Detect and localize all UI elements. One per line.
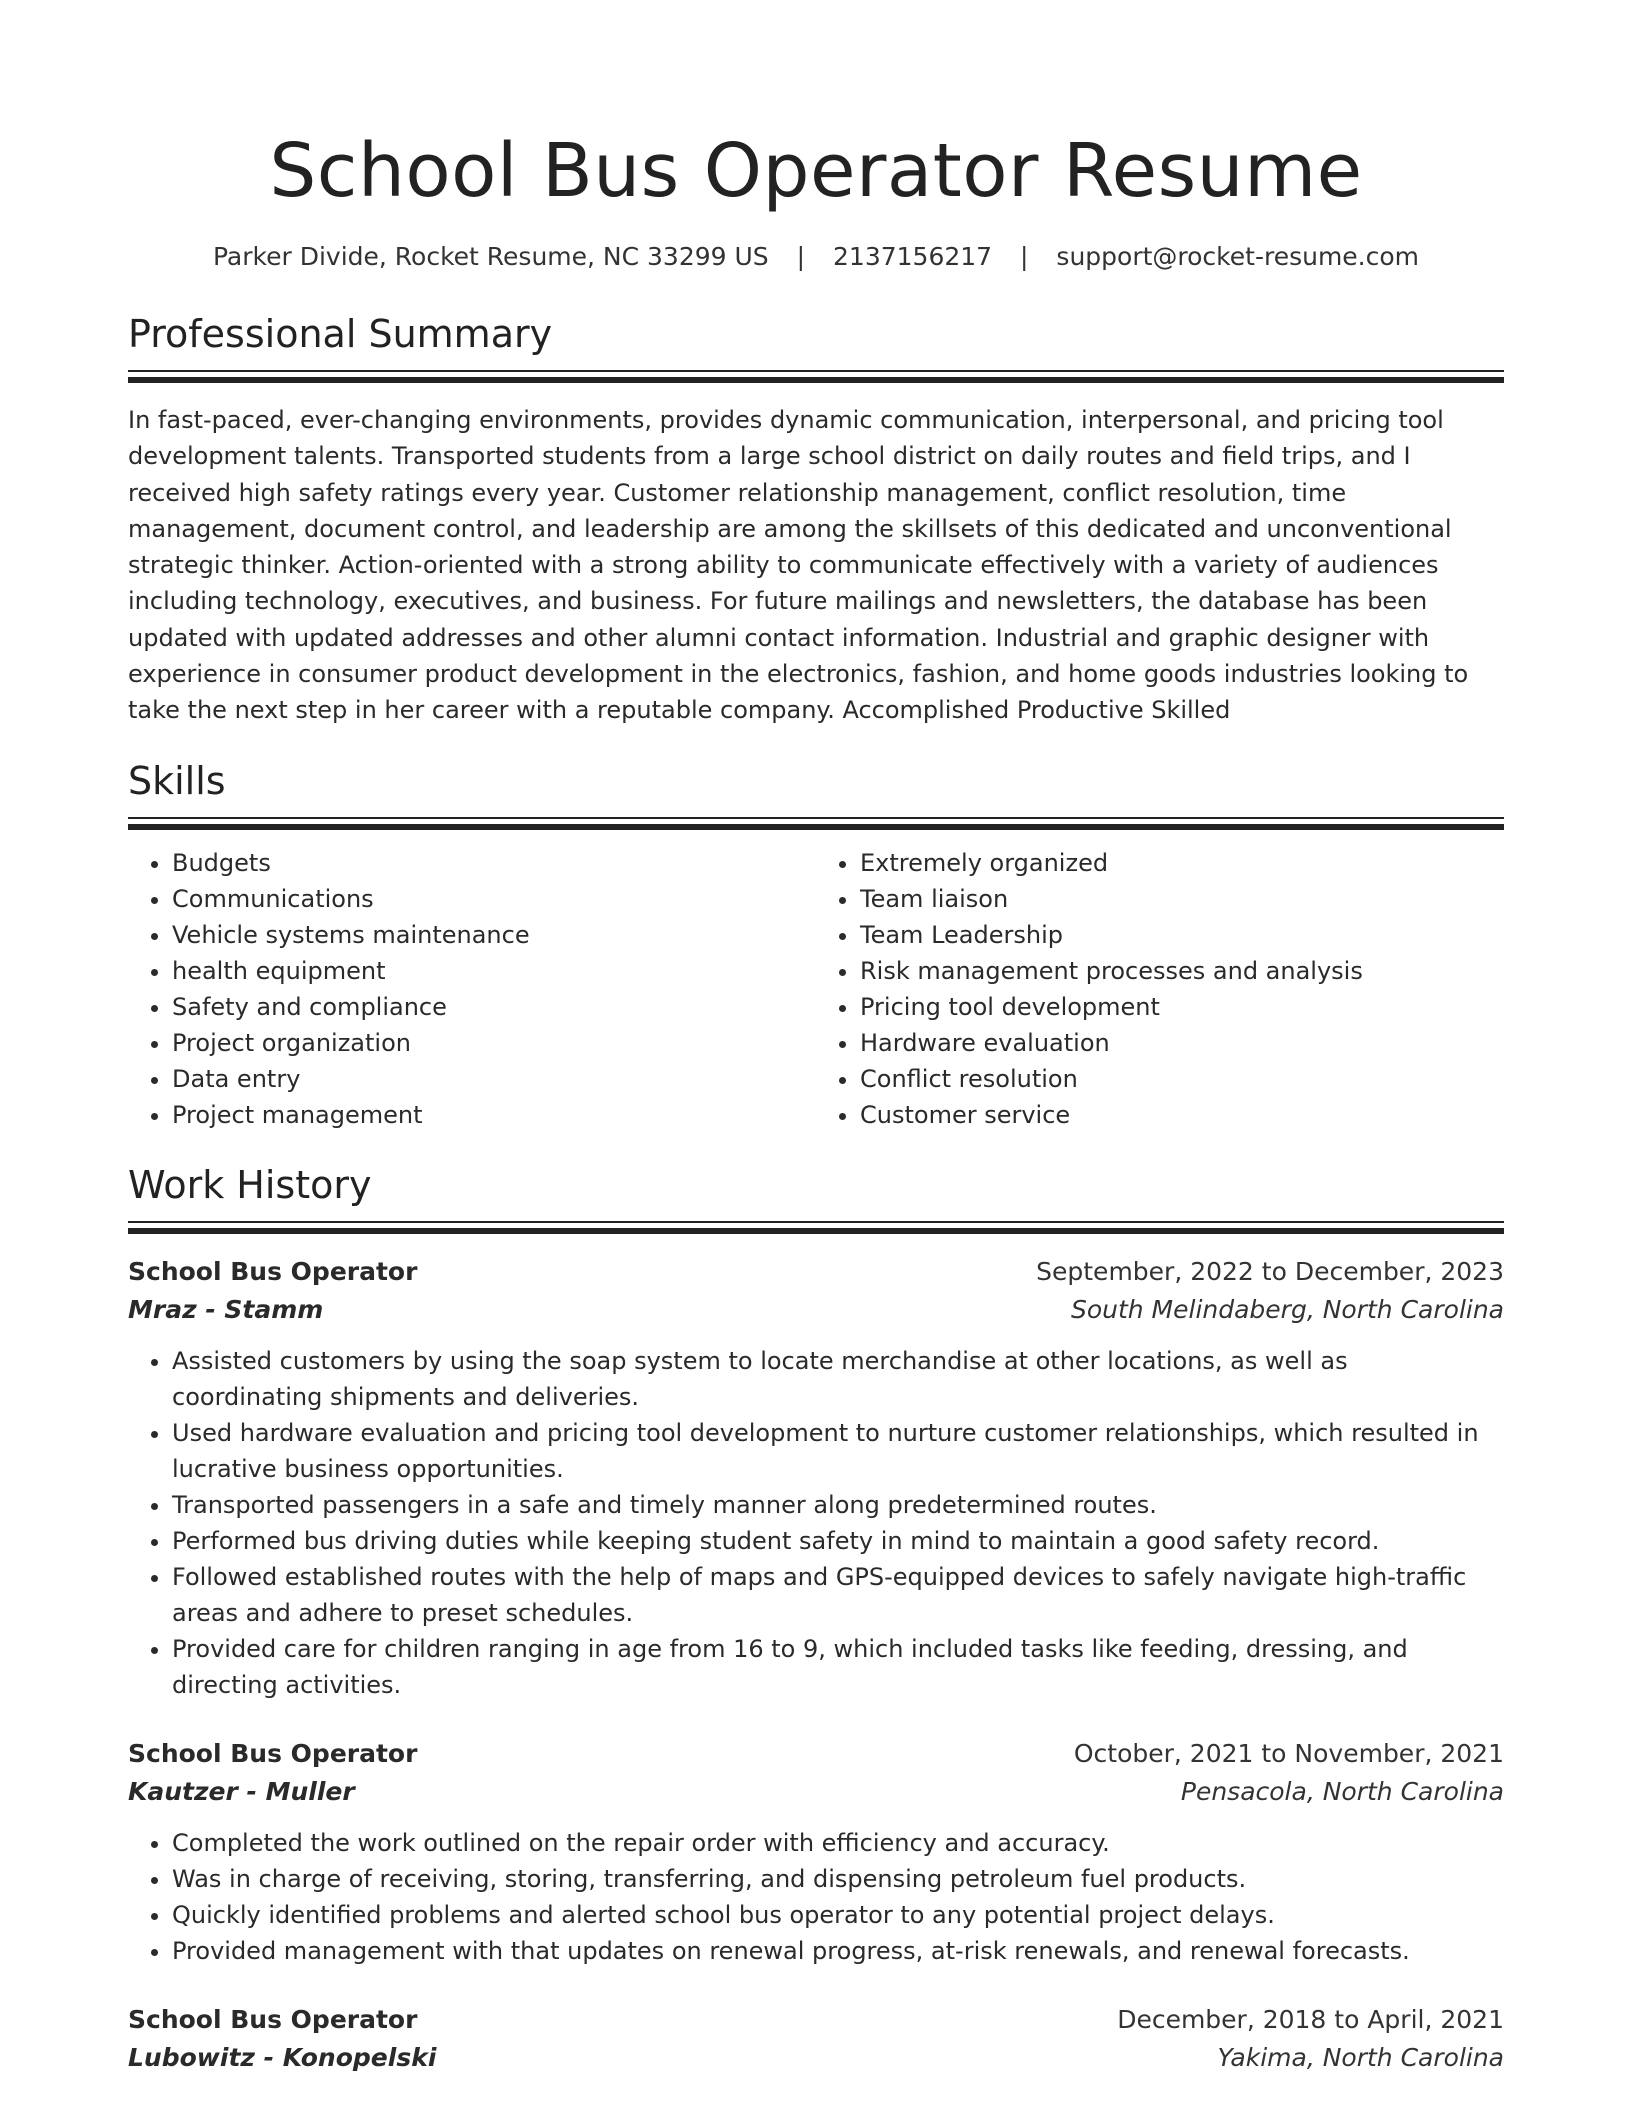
job-entry xyxy=(128,1253,1504,1703)
job-dates: October, 2021 to November, 2021 xyxy=(1073,1738,1504,1768)
job-location: Yakima, North Carolina xyxy=(1217,2042,1504,2072)
contact-address: Parker Divide, Rocket Resume, NC 33299 US xyxy=(212,242,769,271)
job-company: Kautzer - Muller xyxy=(128,1776,355,1806)
contact-separator: | xyxy=(1020,242,1029,271)
job-location: Pensacola, North Carolina xyxy=(1180,1776,1504,1806)
skill-item: • health equipment xyxy=(172,953,816,989)
resume-page xyxy=(128,0,1504,2077)
job-dates: September, 2022 to December, 2023 xyxy=(1036,1256,1504,1286)
contact-separator: | xyxy=(796,242,806,271)
job-title: School Bus Operator xyxy=(128,1256,418,1286)
skills-column-left xyxy=(128,845,816,1133)
skills-list xyxy=(128,845,1504,1133)
job-title: School Bus Operator xyxy=(128,2004,418,2034)
job-entry xyxy=(128,2001,1504,2077)
work-history-heading: Work History xyxy=(128,1162,372,1207)
skills-section xyxy=(128,757,1504,1133)
job-company: Mraz - Stamm xyxy=(128,1294,324,1324)
skill-item: • Data entry xyxy=(172,1061,816,1097)
contact-email: support@rocket-resume.com xyxy=(1056,242,1420,271)
job-title: School Bus Operator xyxy=(128,1738,418,1768)
skill-item: • Team liaison xyxy=(860,881,1504,917)
job-bullets xyxy=(128,1343,1504,1703)
job-bullet: • Followed established routes with the help of maps and GPS-equipped devices to safely navigate high-traffic areas and adhere to preset schedules. xyxy=(172,1559,1504,1631)
skill-item: • Budgets xyxy=(172,845,816,881)
contact-line xyxy=(128,240,1504,274)
summary-heading: Professional Summary xyxy=(128,312,553,356)
job-bullets xyxy=(128,1825,1504,1969)
summary-text: In fast-paced, ever-changing environments, provides dynamic communication, interpersonal, and pricing tool development talents. Transported students from a large school district on daily routes and field trips, and I received high safety ratings every year. Customer relationship management, conflict resolution, time management, document control, and leadership are among the skillsets of this dedicated and unconventional strategic thinker. Action-oriented with a strong ability to communicate effectively with a variety of audiences including technology, executives, and business. For future mailings and newsletters, the database has been updated with updated addresses and other alumni contact information. Industrial and graphic designer with experience in consumer product development in the electronics, fashion, and home goods industries looking to take the next step in her career with a reputable company. Accomplished Productive Skilled xyxy=(128,406,1469,725)
section-divider xyxy=(128,1221,1504,1235)
resume-title: School Bus Operator Resume xyxy=(269,128,1363,214)
work-history-section xyxy=(128,1161,1504,2077)
skill-item: • Customer service xyxy=(860,1097,1504,1133)
skill-item: • Hardware evaluation xyxy=(860,1025,1504,1061)
job-bullet: • Provided care for children ranging in age from 16 to 9, which included tasks like feeding, dressing, and directing activities. xyxy=(172,1631,1504,1703)
skill-item: • Project management xyxy=(172,1097,816,1133)
job-bullet: • Transported passengers in a safe and timely manner along predetermined routes. xyxy=(172,1487,1504,1523)
skill-item: • Pricing tool development xyxy=(860,989,1504,1025)
job-bullet: • Used hardware evaluation and pricing tool development to nurture customer relationships, which resulted in lucrative business opportunities. xyxy=(172,1415,1504,1487)
job-bullet: • Was in charge of receiving, storing, transferring, and dispensing petroleum fuel products. xyxy=(172,1861,1504,1897)
skill-item: • Project organization xyxy=(172,1025,816,1061)
job-bullet: • Provided management with that updates on renewal progress, at-risk renewals, and renewal forecasts. xyxy=(172,1933,1504,1969)
job-bullet: • Quickly identified problems and alerted school bus operator to any potential project delays. xyxy=(172,1897,1504,1933)
job-dates: December, 2018 to April, 2021 xyxy=(1117,2004,1504,2034)
skill-item: • Safety and compliance xyxy=(172,989,816,1025)
job-location: South Melindaberg, North Carolina xyxy=(1070,1294,1504,1324)
skill-item: • Conflict resolution xyxy=(860,1061,1504,1097)
job-bullet: • Completed the work outlined on the repair order with efficiency and accuracy. xyxy=(172,1825,1504,1861)
skills-column-right xyxy=(816,845,1504,1133)
job-company: Lubowitz - Konopelski xyxy=(128,2042,437,2072)
contact-phone: 2137156217 xyxy=(833,242,993,271)
section-divider xyxy=(128,817,1504,831)
skills-heading: Skills xyxy=(128,758,226,803)
skill-item: • Vehicle systems maintenance xyxy=(172,917,816,953)
job-entry xyxy=(128,1735,1504,1969)
job-bullet: • Assisted customers by using the soap system to locate merchandise at other locations, as well as coordinating shipments and deliveries. xyxy=(172,1343,1504,1415)
skill-item: • Risk management processes and analysis xyxy=(860,953,1504,989)
section-divider xyxy=(128,370,1504,384)
job-bullet: • Performed bus driving duties while keeping student safety in mind to maintain a good safety record. xyxy=(172,1523,1504,1559)
skill-item: • Communications xyxy=(172,881,816,917)
skill-item: • Extremely organized xyxy=(860,845,1504,881)
skill-item: • Team Leadership xyxy=(860,917,1504,953)
summary-section xyxy=(128,310,1504,729)
